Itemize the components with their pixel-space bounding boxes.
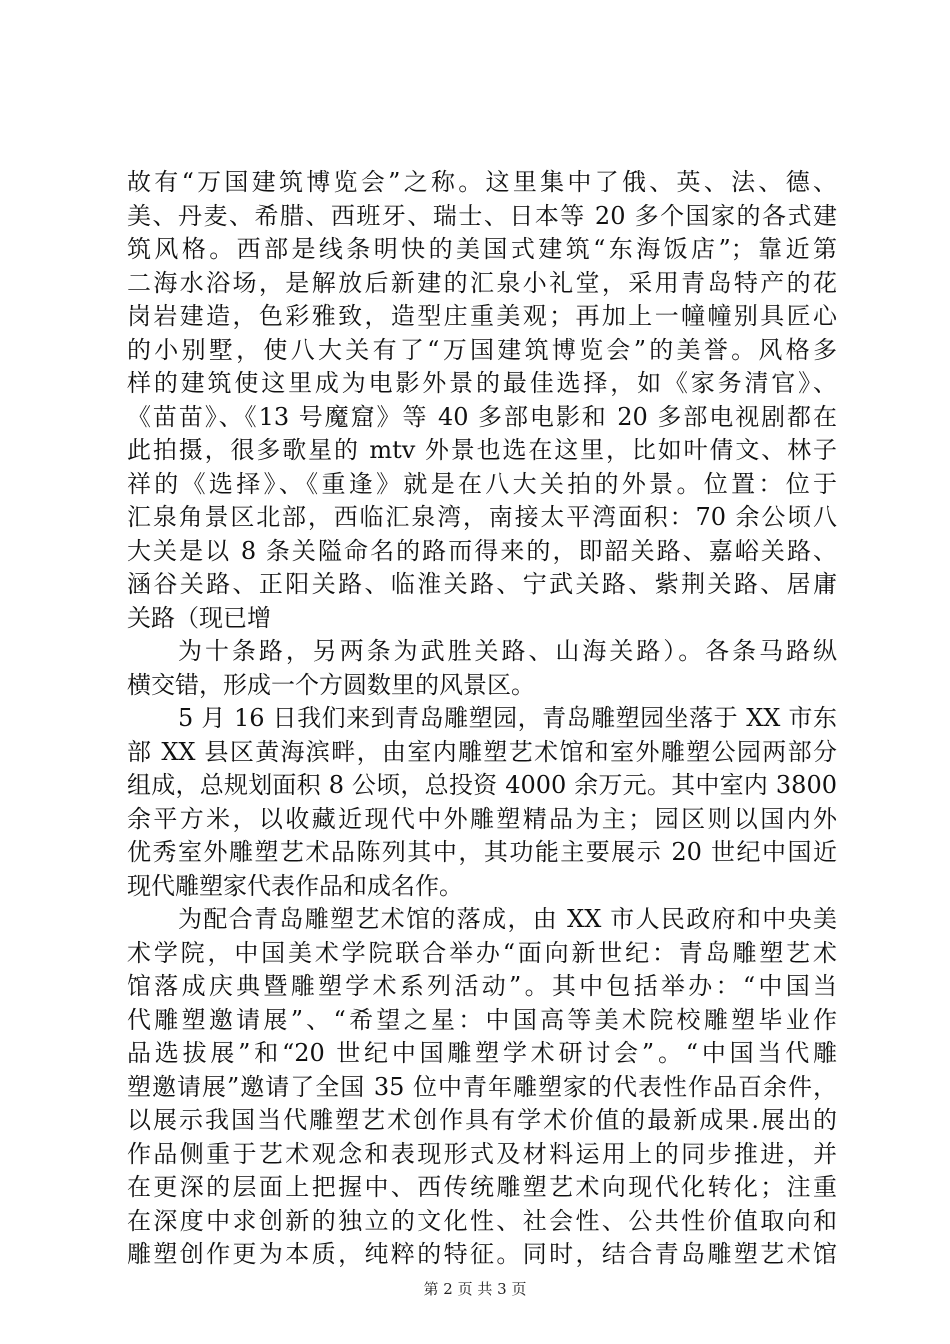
body-text-line: 馆落成庆典暨雕塑学术系列活动”。其中包括举办：“中国当 <box>127 972 837 1000</box>
body-text-line: 组成，总规划面积 8 公顷，总投资 4000 余万元。其中室内 3800 <box>127 771 837 799</box>
body-text-line: 汇泉角景区北部，西临汇泉湾，南接太平湾面积：70 余公顷八 <box>127 503 837 531</box>
page-number-footer: 第 2 页 共 3 页 <box>423 1280 527 1298</box>
paragraph-first-line: 为配合青岛雕塑艺术馆的落成，由 XX 市人民政府和中央美 <box>178 905 837 933</box>
body-text-line: 品选拔展”和“20 世纪中国雕塑学术研讨会”。“中国当代雕 <box>127 1039 837 1067</box>
body-text-line: 关路（现已增 <box>127 603 271 632</box>
body-text-line: 术学院，中国美术学院联合举办“面向新世纪：青岛雕塑艺术 <box>127 938 837 967</box>
body-text-line: 雕塑创作更为本质，纯粹的特征。同时，结合青岛雕塑艺术馆 <box>127 1240 837 1268</box>
body-text-line: 岗岩建造，色彩雅致，造型庄重美观；再加上一幢幢别具匠心 <box>127 302 837 330</box>
body-text-line: 筑风格。西部是线条明快的美国式建筑“东海饭店”；靠近第 <box>127 235 837 263</box>
body-text-line: 代雕塑邀请展”、“希望之星：中国高等美术院校雕塑毕业作 <box>127 1005 837 1034</box>
body-text-line: 在更深的层面上把握中、西传统雕塑艺术向现代化转化；注重 <box>127 1173 837 1201</box>
body-text-line: 美、丹麦、希腊、西班牙、瑞士、日本等 20 多个国家的各式建 <box>127 201 837 230</box>
body-text-line: 大关是以 8 条关隘命名的路而得来的，即韶关路、嘉峪关路、 <box>127 536 837 565</box>
body-text-line: 样的建筑使这里成为电影外景的最佳选择，如《家务清官》、 <box>127 369 837 397</box>
body-text-line: 余平方米，以收藏近现代中外雕塑精品为主；园区则以国内外 <box>127 804 837 833</box>
paragraph-first-line: 5 月 16 日我们来到青岛雕塑园，青岛雕塑园坐落于 XX 市东 <box>178 704 837 732</box>
body-text-line: 此拍摄，很多歌星的 mtv 外景也选在这里，比如叶倩文、林子 <box>127 436 837 464</box>
body-text-line: 为十条路，另两条为武胜关路、山海关路）。各条马路纵 <box>178 637 837 665</box>
body-text-line: 部 XX 县区黄海滨畔，由室内雕塑艺术馆和室外雕塑公园两部分 <box>127 737 837 766</box>
body-text-line: 的小别墅，使八大关有了“万国建筑博览会”的美誉。风格多 <box>127 335 837 364</box>
body-text-line: 塑邀请展”邀请了全国 35 位中青年雕塑家的代表性作品百余件， <box>127 1072 837 1101</box>
body-text-line: 在深度中求创新的独立的文化性、社会性、公共性价值取向和 <box>127 1206 837 1235</box>
body-text-line: 祥的《选择》、《重逢》就是在八大关拍的外景。位置：位于 <box>127 469 837 498</box>
body-text-line: 故有“万国建筑博览会”之称。这里集中了俄、英、法、德、 <box>127 168 837 196</box>
body-text-line: 作品侧重于艺术观念和表现形式及材料运用上的同步推进，并 <box>127 1139 837 1168</box>
body-text-line: 横交错，形成一个方圆数里的风景区。 <box>127 670 535 699</box>
body-text-line: 优秀室外雕塑艺术品陈列其中，其功能主要展示 20 世纪中国近 <box>127 838 837 866</box>
body-text-line: 以展示我国当代雕塑艺术创作具有学术价值的最新成果.展出的 <box>127 1106 837 1134</box>
body-text-line: 现代雕塑家代表作品和成名作。 <box>127 871 463 900</box>
body-text-line: 《苗苗》、《13 号魔窟》等 40 多部电影和 20 多部电视剧都在 <box>127 402 837 431</box>
body-text-line: 涵谷关路、正阳关路、临淮关路、宁武关路、紫荆关路、居庸 <box>127 570 837 598</box>
body-text-line: 二海水浴场，是解放后新建的汇泉小礼堂，采用青岛特产的花 <box>127 268 837 297</box>
